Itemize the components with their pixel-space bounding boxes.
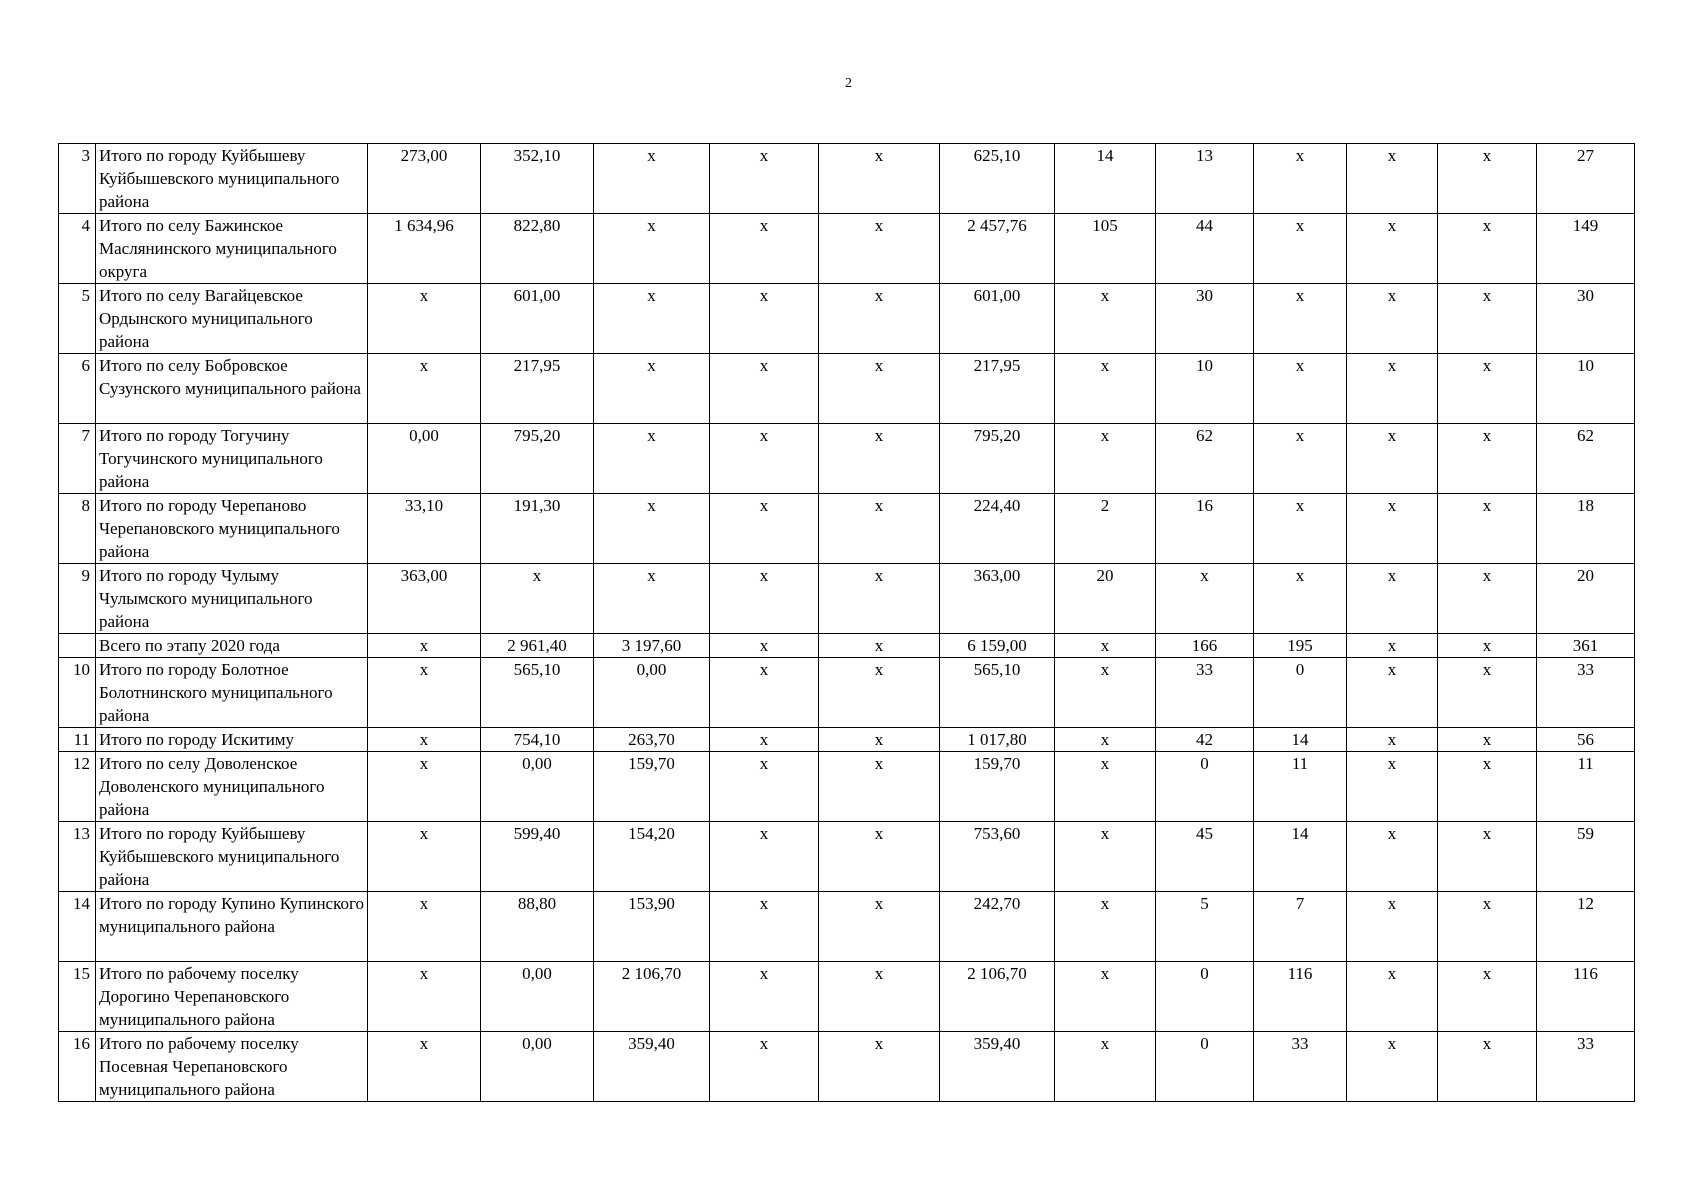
table-cell: x [594,214,710,284]
table-cell: x [1347,634,1438,658]
table-cell: x [1438,728,1537,752]
table-cell: x [819,728,940,752]
table-cell: x [1055,962,1156,1032]
table-cell: x [1438,892,1537,962]
table-cell: x [1438,1032,1537,1102]
table-cell: x [368,752,481,822]
table-cell: x [819,144,940,214]
row-name: Итого по городу Купино Купинского муниципального района [96,892,368,962]
table-cell: x [368,658,481,728]
table-cell: 599,40 [481,822,594,892]
table-cell: x [819,634,940,658]
table-cell: 0,00 [368,424,481,494]
table-cell: 361 [1537,634,1635,658]
table-row [59,144,1635,214]
table-cell: x [1156,564,1254,634]
table-row [59,564,1635,634]
table-cell: 753,60 [940,822,1055,892]
row-number: 4 [59,214,96,284]
table-cell: 18 [1537,494,1635,564]
table-row [59,424,1635,494]
table-row [59,1032,1635,1102]
row-number: 10 [59,658,96,728]
table-cell: 33 [1254,1032,1347,1102]
row-number: 6 [59,354,96,424]
row-number: 9 [59,564,96,634]
table-cell: x [1438,822,1537,892]
table-cell: x [710,1032,819,1102]
table-cell: x [710,658,819,728]
page-number: 2 [845,76,852,91]
data-table [58,143,1635,1102]
table-cell: x [1347,354,1438,424]
table-cell: x [1347,728,1438,752]
table-cell: 30 [1156,284,1254,354]
row-number: 15 [59,962,96,1032]
row-name: Итого по городу Тогучину Тогучинского муниципального района [96,424,368,494]
table-cell: 352,10 [481,144,594,214]
table-cell: 625,10 [940,144,1055,214]
table-cell: x [1055,634,1156,658]
table-cell: 795,20 [481,424,594,494]
table-cell: 2 961,40 [481,634,594,658]
row-name: Итого по городу Чулыму Чулымского муниципального района [96,564,368,634]
table-cell: x [819,284,940,354]
table-cell: x [368,728,481,752]
table-cell: 59 [1537,822,1635,892]
table-cell: x [710,728,819,752]
table-cell: 10 [1156,354,1254,424]
table-cell: x [1055,658,1156,728]
row-number: 16 [59,1032,96,1102]
table-cell: x [1347,822,1438,892]
table-row [59,728,1635,752]
row-number: 14 [59,892,96,962]
table-cell: 273,00 [368,144,481,214]
table-cell: 195 [1254,634,1347,658]
table-cell: 2 106,70 [940,962,1055,1032]
table-cell: 105 [1055,214,1156,284]
table-cell: x [594,494,710,564]
table-cell: 6 159,00 [940,634,1055,658]
table-cell: x [710,424,819,494]
row-name: Итого по городу Искитиму [96,728,368,752]
table-cell: 16 [1156,494,1254,564]
table-cell: 3 197,60 [594,634,710,658]
table-cell: x [1055,424,1156,494]
row-name: Итого по рабочему поселку Посевная Черепановского муниципального района [96,1032,368,1102]
table-row [59,634,1635,658]
table-cell: 0,00 [594,658,710,728]
table-cell: x [368,634,481,658]
table-row [59,354,1635,424]
table-row [59,962,1635,1032]
table-cell: 30 [1537,284,1635,354]
table-cell: 224,40 [940,494,1055,564]
table-cell: 0 [1254,658,1347,728]
table-cell: 363,00 [940,564,1055,634]
table-cell: x [1055,892,1156,962]
table-cell: 0,00 [481,1032,594,1102]
table-cell: x [819,962,940,1032]
table-cell: 217,95 [940,354,1055,424]
table-cell: 359,40 [594,1032,710,1102]
table-cell: x [819,354,940,424]
table-cell: 822,80 [481,214,594,284]
table-cell: 56 [1537,728,1635,752]
row-name: Итого по городу Куйбышеву Куйбышевского муниципального района [96,144,368,214]
table-cell: x [1438,354,1537,424]
table-cell: x [819,494,940,564]
row-name: Всего по этапу 2020 года [96,634,368,658]
table-cell: 263,70 [594,728,710,752]
table-row [59,822,1635,892]
table-cell: 20 [1537,564,1635,634]
row-number: 12 [59,752,96,822]
row-name: Итого по селу Бажинское Маслянинского муниципального округа [96,214,368,284]
table-cell: x [1254,214,1347,284]
table-cell: 149 [1537,214,1635,284]
table-cell: 359,40 [940,1032,1055,1102]
table-cell: x [1438,424,1537,494]
table-cell: 217,95 [481,354,594,424]
row-number [59,634,96,658]
table-cell: 2 106,70 [594,962,710,1032]
table-cell: 159,70 [940,752,1055,822]
table-cell: 1 017,80 [940,728,1055,752]
table-cell: 42 [1156,728,1254,752]
table-cell: 795,20 [940,424,1055,494]
table-cell: x [368,962,481,1032]
table-cell: 11 [1537,752,1635,822]
table-cell: 12 [1537,892,1635,962]
table-cell: 33 [1156,658,1254,728]
table-cell: 20 [1055,564,1156,634]
table-row [59,494,1635,564]
table-cell: x [1347,144,1438,214]
table-cell: 0,00 [481,752,594,822]
table-cell: 7 [1254,892,1347,962]
table-cell: x [1055,752,1156,822]
table-cell: x [710,634,819,658]
table-cell: x [710,892,819,962]
table-cell: x [1438,284,1537,354]
table-cell: 754,10 [481,728,594,752]
table-cell: x [1254,284,1347,354]
table-cell: 601,00 [940,284,1055,354]
table-cell: x [710,284,819,354]
table-cell: x [1055,728,1156,752]
table-row [59,658,1635,728]
table-cell: 0,00 [481,962,594,1032]
table-cell: 0 [1156,752,1254,822]
row-number: 5 [59,284,96,354]
table-cell: 154,20 [594,822,710,892]
table-cell: 33 [1537,1032,1635,1102]
table-cell: x [1347,892,1438,962]
table-cell: x [368,822,481,892]
table-cell: x [1438,634,1537,658]
table-cell: x [1438,494,1537,564]
table-cell: x [1438,752,1537,822]
table-cell: 88,80 [481,892,594,962]
table-cell: 1 634,96 [368,214,481,284]
table-cell: x [819,424,940,494]
table-cell: x [368,284,481,354]
table-cell: x [1254,354,1347,424]
table-cell: x [710,144,819,214]
table-cell: x [1254,424,1347,494]
table-cell: 10 [1537,354,1635,424]
table-cell: x [1347,1032,1438,1102]
table-cell: x [819,658,940,728]
table-row [59,892,1635,962]
row-number: 11 [59,728,96,752]
table-cell: x [1438,658,1537,728]
table-cell: x [594,424,710,494]
table-cell: x [594,284,710,354]
table-cell: x [1438,144,1537,214]
row-name: Итого по селу Вагайцевское Ордынского муниципального района [96,284,368,354]
table-cell: 116 [1537,962,1635,1032]
table-cell: x [1347,658,1438,728]
table-cell: x [1347,962,1438,1032]
table-cell: x [819,892,940,962]
table-cell: 33,10 [368,494,481,564]
table-cell: x [1055,354,1156,424]
table-cell: x [819,752,940,822]
table-cell: x [1055,822,1156,892]
row-number: 3 [59,144,96,214]
table-cell: x [710,494,819,564]
table-cell: x [819,564,940,634]
row-number: 8 [59,494,96,564]
table-cell: x [594,144,710,214]
row-name: Итого по городу Болотное Болотнинского муниципального района [96,658,368,728]
table-cell: x [1055,1032,1156,1102]
table-row [59,284,1635,354]
table-cell: 14 [1254,822,1347,892]
row-name: Итого по городу Куйбышеву Куйбышевского муниципального района [96,822,368,892]
table-cell: 14 [1055,144,1156,214]
table-cell: 601,00 [481,284,594,354]
table-cell: 14 [1254,728,1347,752]
table-cell: x [1438,564,1537,634]
table-cell: 44 [1156,214,1254,284]
table-cell: x [1438,962,1537,1032]
row-number: 7 [59,424,96,494]
table-cell: x [710,214,819,284]
table-cell: x [1055,284,1156,354]
table-cell: 191,30 [481,494,594,564]
table-cell: x [710,354,819,424]
table-cell: 45 [1156,822,1254,892]
table-cell: 2 457,76 [940,214,1055,284]
table-cell: x [594,564,710,634]
table-cell: x [1347,214,1438,284]
table-cell: x [594,354,710,424]
table-cell: 62 [1537,424,1635,494]
table-body [59,144,1635,1102]
table-cell: x [481,564,594,634]
table-cell: 565,10 [481,658,594,728]
table-cell: 159,70 [594,752,710,822]
table-row [59,752,1635,822]
table-cell: x [1254,564,1347,634]
table-cell: x [1347,564,1438,634]
table-cell: x [1254,494,1347,564]
table-cell: 242,70 [940,892,1055,962]
table-cell: 11 [1254,752,1347,822]
table-cell: x [1347,494,1438,564]
table-cell: 27 [1537,144,1635,214]
table-cell: x [1347,284,1438,354]
table-cell: 0 [1156,1032,1254,1102]
table-cell: 33 [1537,658,1635,728]
table-cell: 565,10 [940,658,1055,728]
table-cell: x [1347,424,1438,494]
row-name: Итого по селу Бобровское Сузунского муниципального района [96,354,368,424]
table-cell: x [368,892,481,962]
row-name: Итого по селу Доволенское Доволенского муниципального района [96,752,368,822]
table-cell: x [819,822,940,892]
row-number: 13 [59,822,96,892]
table-cell: x [819,214,940,284]
table-cell: x [368,354,481,424]
table-cell: x [819,1032,940,1102]
table-cell: 166 [1156,634,1254,658]
row-name: Итого по рабочему поселку Дорогино Черепановского муниципального района [96,962,368,1032]
table-cell: x [1438,214,1537,284]
row-name: Итого по городу Черепаново Черепановского муниципального района [96,494,368,564]
table-cell: 5 [1156,892,1254,962]
table-cell: 62 [1156,424,1254,494]
table-cell: 153,90 [594,892,710,962]
table-cell: x [710,752,819,822]
table-cell: 2 [1055,494,1156,564]
table-cell: x [710,822,819,892]
table-cell: x [1254,144,1347,214]
table-cell: 13 [1156,144,1254,214]
table-row [59,214,1635,284]
table-cell: x [368,1032,481,1102]
table-cell: x [1347,752,1438,822]
table-cell: 0 [1156,962,1254,1032]
table-cell: x [710,564,819,634]
table-cell: x [710,962,819,1032]
table-cell: 116 [1254,962,1347,1032]
table-cell: 363,00 [368,564,481,634]
